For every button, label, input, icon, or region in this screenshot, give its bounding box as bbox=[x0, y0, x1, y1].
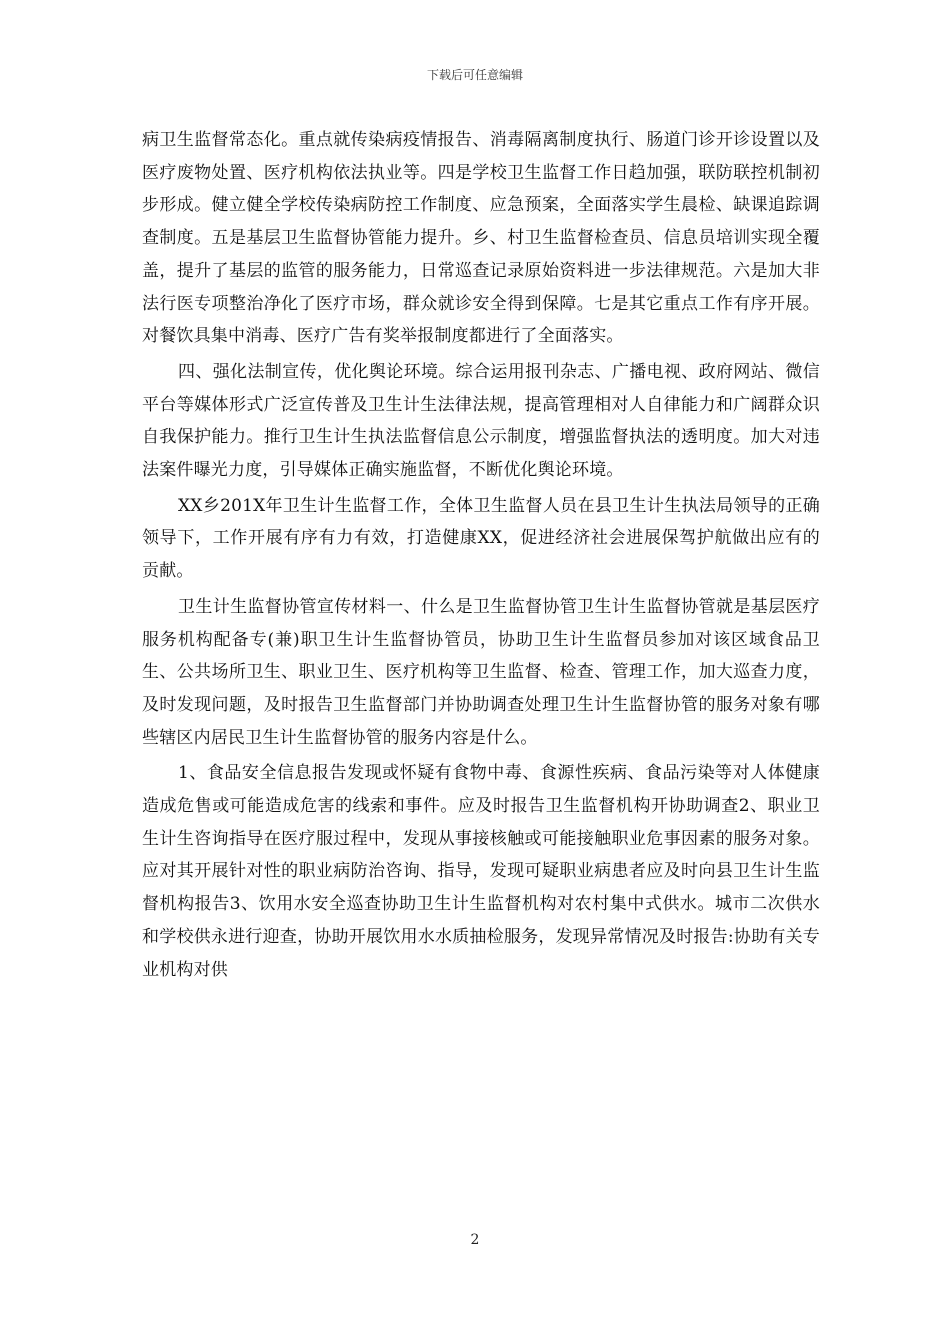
paragraph-coordination-intro: 卫生计生监督协管宣传材料一、什么是卫生监督协管卫生计生监督协管就是基层医疗服务机构配备专(兼)职卫生计生监督协管员，协助卫生计生监督员参加对该区域食品卫生、公共场所卫生、职业卫生、医疗机构等卫生监督、检查、管理工作，加大巡查力度，及时发现问题，及时报告卫生监督部门并协助调查处理卫生计生监督协管的服务对象有哪些辖区内居民卫生计生监督协管的服务内容是什么。 bbox=[142, 596, 820, 748]
paragraph-continuation: 病卫生监督常态化。重点就传染病疫情报告、消毒隔离制度执行、肠道门诊开诊设置以及医疗废物处置、医疗机构依法执业等。四是学校卫生监督工作日趋加强，联防联控机制初步形成。健立健全学校传染病防控工作制度、应急预案，全面落实学生晨检、缺课追踪调查制度。五是基层卫生监督协管能力提升。乡、村卫生监督检查员、信息员培训实现全覆盖，提升了基层的监管的服务能力，日常巡查记录原始资料进一步法律规范。六是加大非法行医专项整治净化了医疗市场，群众就诊安全得到保障。七是其它重点工作有序开展。对餐饮具集中消毒、医疗广告有奖举报制度都进行了全面落实。 bbox=[142, 130, 820, 347]
paragraph-legal-publicity: 四、强化法制宣传，优化舆论环境。综合运用报刊杂志、广播电视、政府网站、微信平台等媒体形式广泛宣传普及卫生计生法律法规，提高管理相对人自律能力和广阔群众识自我保护能力。推行卫生计生执法监督信息公示制度，增强监督执法的透明度。加大对违法案件曝光力度，引导媒体正确实施监督，不断优化舆论环境。 bbox=[142, 361, 820, 481]
paragraph-summary: XX乡201X年卫生计生监督工作，全体卫生监督人员在县卫生计生执法局领导的正确领导下，工作开展有序有力有效，打造健康XX，促进经济社会进展保驾护航做出应有的贡献。 bbox=[142, 495, 820, 582]
document-body bbox=[142, 124, 820, 989]
page-header: 下载后可任意编辑 bbox=[426, 68, 523, 82]
paragraph-service-content: 1、食品安全信息报告发现或怀疑有食物中毒、食源性疾病、食品污染等对人体健康造成危售或可能造成危害的线索和事件。应及时报告卫生监督机构开协助调查2、职业卫生计生咨询指导在医疗服过程中，发现从事接核触或可能接触职业危事因素的服务对象。应对其开展针对性的职业病防治咨询、指导，发现可疑职业病患者应及时向县卫生计生监督机构报告3、饮用水安全巡查协助卫生计生监督机构对农村集中式供水。城市二次供水和学校供永进行迎查，协助开展饮用水水质抽检服务，发现异常情况及时报告:协助有关专业机构对供 bbox=[142, 763, 820, 980]
page-number: 2 bbox=[470, 1232, 480, 1248]
